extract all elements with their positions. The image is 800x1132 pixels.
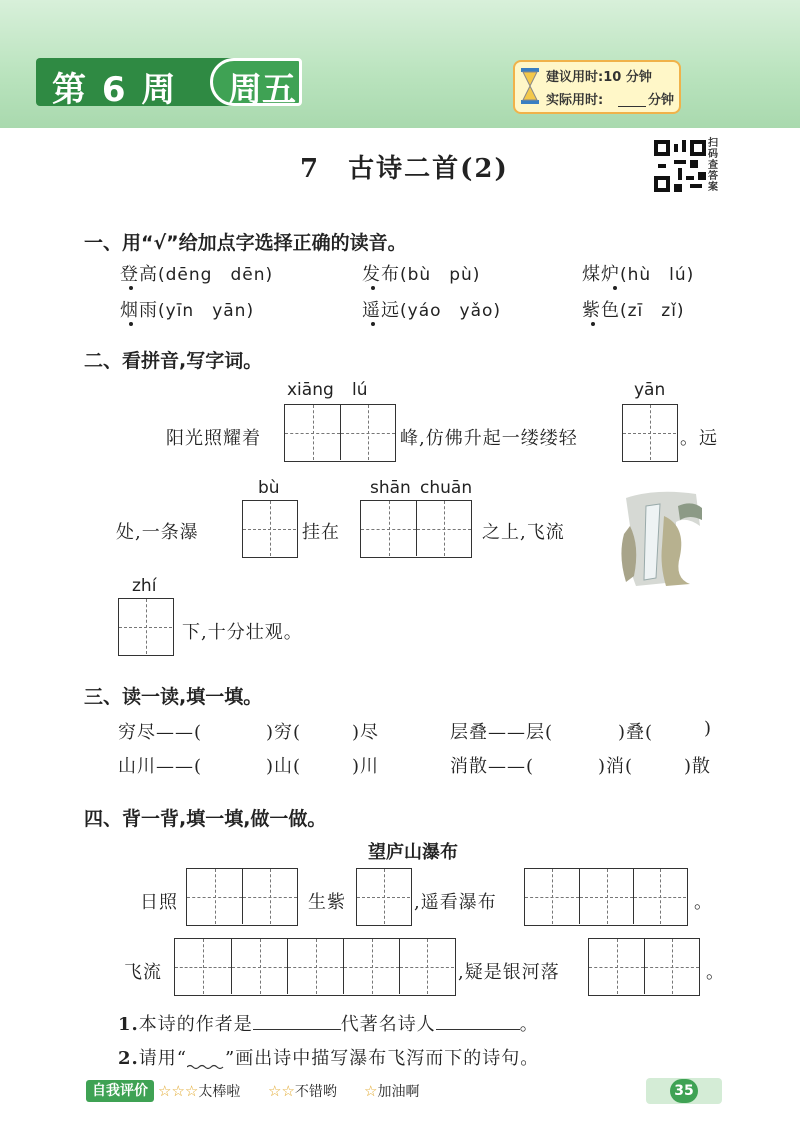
pinyin-1: xiāng [287, 380, 334, 400]
char-cell[interactable] [285, 405, 340, 460]
poem-l1-d: 。 [694, 892, 713, 913]
s3-r2-a: 山川——( [118, 756, 203, 777]
char-cell[interactable] [644, 939, 699, 994]
char-grid-5[interactable] [174, 938, 456, 996]
char-cell[interactable] [361, 501, 416, 556]
s2-text-4: 处,一条瀑 [116, 522, 199, 543]
page-number: 35 [670, 1079, 698, 1103]
char-cell[interactable] [243, 501, 296, 556]
section2-heading: 二、看拼音,写字词。 [84, 350, 263, 372]
s3-r1-e: )叠( [618, 722, 654, 743]
s1-word-2: 发布(bù pù) [362, 264, 481, 285]
char-grid-2[interactable] [284, 404, 396, 462]
s3-r1-f: ) [704, 718, 713, 739]
emphasis-dot [129, 286, 133, 290]
char-grid-1[interactable] [622, 404, 678, 462]
poem-l1-b: 生紫 [308, 892, 346, 913]
waterfall-illustration [616, 486, 706, 590]
s3-r1-b: )穷( [266, 722, 302, 743]
poem-title: 望庐山瀑布 [368, 842, 458, 863]
qr-code-icon[interactable] [654, 140, 706, 192]
char-grid-2[interactable] [588, 938, 700, 996]
actual-time-unit: 分钟 [648, 93, 675, 108]
s3-r1-c: )尽 [352, 722, 380, 743]
emphasis-dot [613, 286, 617, 290]
poem-l2-b: ,疑是银河落 [458, 962, 560, 983]
rating-3-stars[interactable]: ☆☆☆太棒啦 [158, 1082, 241, 1100]
char-cell[interactable] [525, 869, 579, 924]
char-grid-1[interactable] [242, 500, 298, 558]
s1-word-5: 遥远(yáo yǎo) [362, 300, 502, 321]
qr-caption: 扫码查答案 [708, 138, 718, 193]
actual-time-label: 实际用时: [546, 93, 604, 108]
star-icon: ☆ [364, 1082, 378, 1100]
char-grid-1[interactable] [356, 868, 412, 926]
week-label: 第 6 周 [52, 70, 178, 110]
s3-r2-b: )山( [266, 756, 302, 777]
section4-heading: 四、背一背,填一填,做一做。 [84, 808, 327, 830]
char-cell[interactable] [589, 939, 644, 994]
char-cell[interactable] [340, 405, 395, 460]
char-cell[interactable] [119, 599, 172, 654]
s2-text-3: 。远 [680, 428, 718, 449]
self-eval-label: 自我评价 [86, 1080, 154, 1102]
char-grid-1[interactable] [118, 598, 174, 656]
pinyin-2: lú [352, 380, 368, 400]
s1-word-4: 烟雨(yīn yān) [120, 300, 255, 321]
poem-l1-c: ,遥看瀑布 [414, 892, 497, 913]
char-cell[interactable] [343, 939, 399, 994]
emphasis-dot [129, 322, 133, 326]
emphasis-dot [371, 286, 375, 290]
day-label: 周五 [228, 70, 296, 110]
s3-r1-d: 层叠——层( [450, 722, 554, 743]
question-2: 2.请用“ ”画出诗中描写瀑布飞泻而下的诗句。 [118, 1048, 540, 1069]
suggested-time: 建议用时:10 分钟 [546, 70, 652, 85]
wavy-line-icon [187, 1064, 225, 1070]
char-cell[interactable] [579, 869, 633, 924]
answer-blank-poet[interactable] [436, 1011, 520, 1030]
char-cell[interactable] [623, 405, 676, 460]
page-title: 7 古诗二首(2) [300, 154, 509, 184]
pinyin-7: zhí [132, 576, 157, 596]
hourglass-icon [520, 68, 540, 104]
pinyin-4: bù [258, 478, 280, 498]
s2-text-6: 之上,飞流 [482, 522, 565, 543]
poem-l2-a: 飞流 [124, 962, 162, 983]
s3-r1-a: 穷尽——( [118, 722, 203, 743]
poem-l1-a: 日照 [140, 892, 178, 913]
char-cell[interactable] [231, 939, 287, 994]
rating-2-stars[interactable]: ☆☆不错哟 [268, 1082, 337, 1100]
s3-r2-e: )消( [598, 756, 634, 777]
pinyin-5: shān [370, 478, 411, 498]
char-cell[interactable] [187, 869, 242, 924]
question-1: 1.本诗的作者是 代著名诗人 。 [118, 1010, 539, 1036]
char-cell[interactable] [399, 939, 454, 994]
s1-word-3: 煤炉(hù lú) [582, 264, 695, 285]
emphasis-dot [591, 322, 595, 326]
star-icon: ☆☆ [268, 1082, 295, 1100]
pinyin-6: chuān [420, 478, 473, 498]
s2-text-1: 阳光照耀着 [166, 428, 261, 449]
s3-r2-f: )散 [684, 756, 712, 777]
char-cell[interactable] [357, 869, 410, 924]
star-icon: ☆☆☆ [158, 1082, 199, 1100]
s3-r2-d: 消散——( [450, 756, 535, 777]
char-grid-3[interactable] [524, 868, 688, 926]
char-cell[interactable] [287, 939, 343, 994]
char-cell[interactable] [416, 501, 471, 556]
s3-r2-c: )川 [352, 756, 380, 777]
char-cell[interactable] [633, 869, 686, 924]
s2-text-2: 峰,仿佛升起一缕缕轻 [400, 428, 578, 449]
char-cell[interactable] [242, 869, 297, 924]
s1-word-6: 紫色(zī zǐ) [582, 300, 685, 321]
emphasis-dot [371, 322, 375, 326]
s1-word-1: 登高(dēng dēn) [120, 264, 274, 285]
s2-text-5: 挂在 [302, 522, 340, 543]
char-grid-2[interactable] [186, 868, 298, 926]
s2-text-7: 下,十分壮观。 [182, 622, 303, 643]
answer-blank-dynasty[interactable] [253, 1011, 341, 1030]
rating-1-star[interactable]: ☆加油啊 [364, 1082, 420, 1100]
section3-heading: 三、读一读,填一填。 [84, 686, 263, 708]
char-grid-2[interactable] [360, 500, 472, 558]
char-cell[interactable] [175, 939, 231, 994]
pinyin-3: yān [634, 380, 666, 400]
section1-heading: 一、用“√”给加点字选择正确的读音。 [84, 232, 407, 254]
poem-l2-c: 。 [706, 962, 725, 983]
actual-time-blank[interactable] [618, 90, 646, 107]
